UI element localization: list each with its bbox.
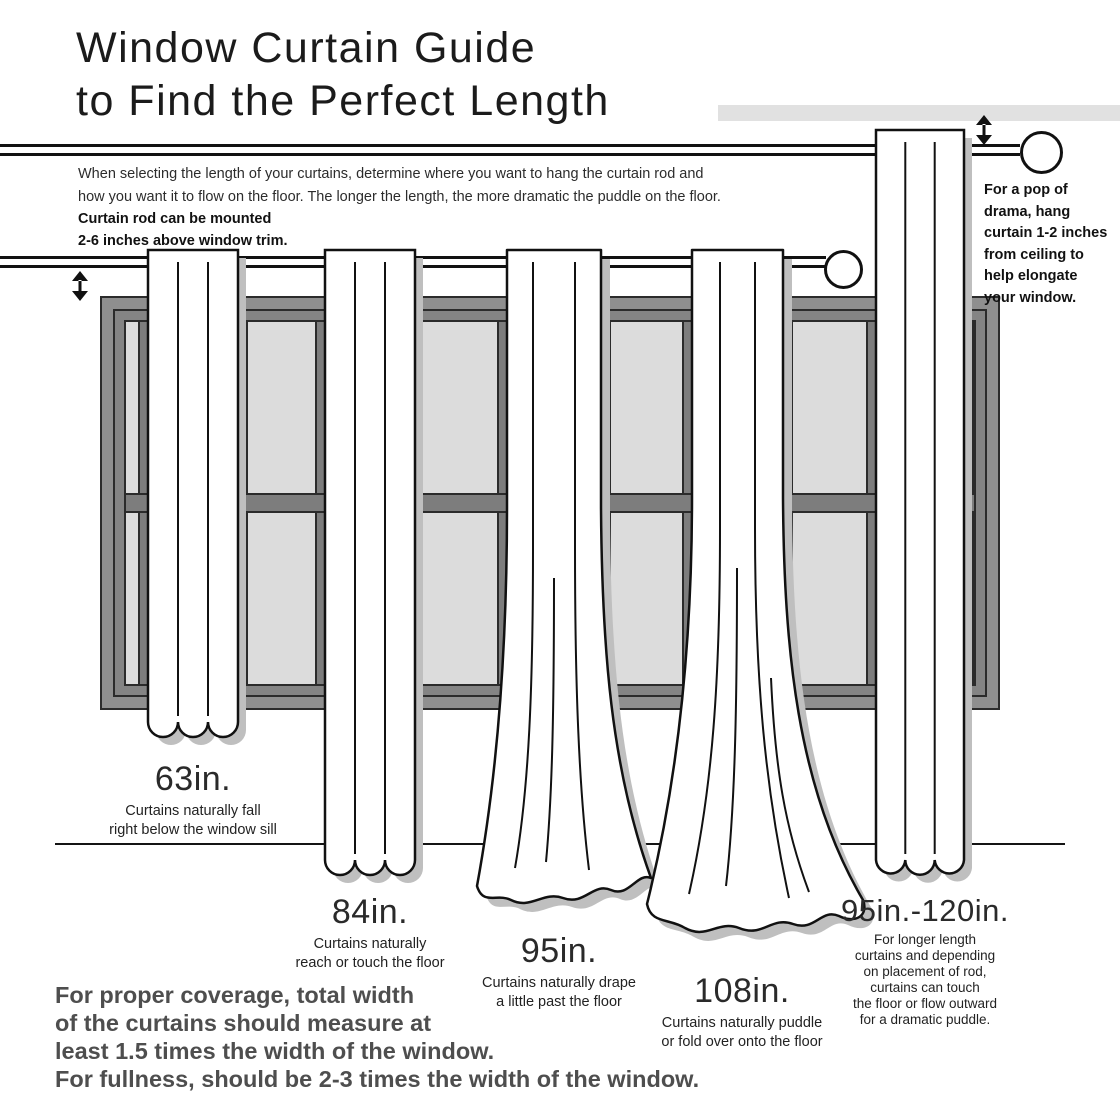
title-line-2: to Find the Perfect Length [76, 77, 610, 125]
coverage-line: least 1.5 times the width of the window. [55, 1038, 495, 1064]
ceiling-bar [718, 105, 1120, 121]
rod-note-line-2: 2-6 inches above window trim. [78, 233, 288, 249]
ceiling-note-line: curtain 1-2 inches [984, 225, 1108, 241]
ceiling-note-line: help elongate [984, 268, 1078, 284]
coverage-line: of the curtains should measure at [55, 1010, 432, 1036]
coverage-line: For proper coverage, total width [55, 982, 415, 1008]
length-value: 108in. [694, 972, 790, 1010]
ceiling-rod-finial [1020, 131, 1063, 174]
length-description: Curtains naturally drape a little past the floor [482, 975, 636, 1010]
ceiling-note-line: drama, hang [984, 203, 1071, 220]
label-95-120in [795, 893, 1055, 1028]
curtain-63in [144, 248, 248, 748]
rod-mount-arrow-icon [67, 270, 93, 302]
ceiling-note-line: from ceiling to [984, 246, 1084, 263]
label-63in [83, 760, 303, 839]
length-value: 84in. [331, 893, 409, 931]
intro-text [78, 163, 778, 209]
title-line-1: Window Curtain Guide [76, 24, 537, 72]
coverage-line: For fullness, should be 2-3 times the width of the window. [55, 1066, 700, 1092]
length-description: Curtains naturally fall right below the window sill [109, 803, 277, 838]
length-description: For longer length curtains and depending on placement of rod, curtains can touch the floor or flow outward for a dramatic puddle. [852, 932, 998, 1027]
coverage-note [55, 981, 735, 1093]
rod-mount-note [78, 208, 478, 252]
length-value: 63in. [154, 760, 232, 798]
length-value: 95in. [520, 932, 598, 970]
ceiling-curtain-rod [0, 144, 880, 156]
page-title [76, 22, 610, 128]
curtain-84in [321, 248, 425, 893]
ceiling-drama-note [984, 180, 1120, 309]
length-description: Curtains naturally puddle or fold over onto the floor [661, 1015, 823, 1050]
length-description: Curtains naturally reach or touch the floor [295, 936, 445, 971]
intro-line-2: how you want it to flow on the floor. The longer the length, the more dramatic the puddle on the floor. [78, 189, 721, 205]
intro-line-1: When selecting the length of your curtains, determine where you want to hang the curtain rod and [78, 166, 704, 182]
ceiling-note-line: your window. [984, 289, 1077, 306]
label-84in [260, 893, 480, 972]
length-value: 95in.-120in. [840, 893, 1009, 928]
rod-note-line-1: Curtain rod can be mounted [78, 211, 272, 227]
curtain-108in [625, 248, 890, 963]
ceiling-note-line: For a pop of [984, 182, 1068, 198]
curtain-95-120in [872, 128, 978, 888]
